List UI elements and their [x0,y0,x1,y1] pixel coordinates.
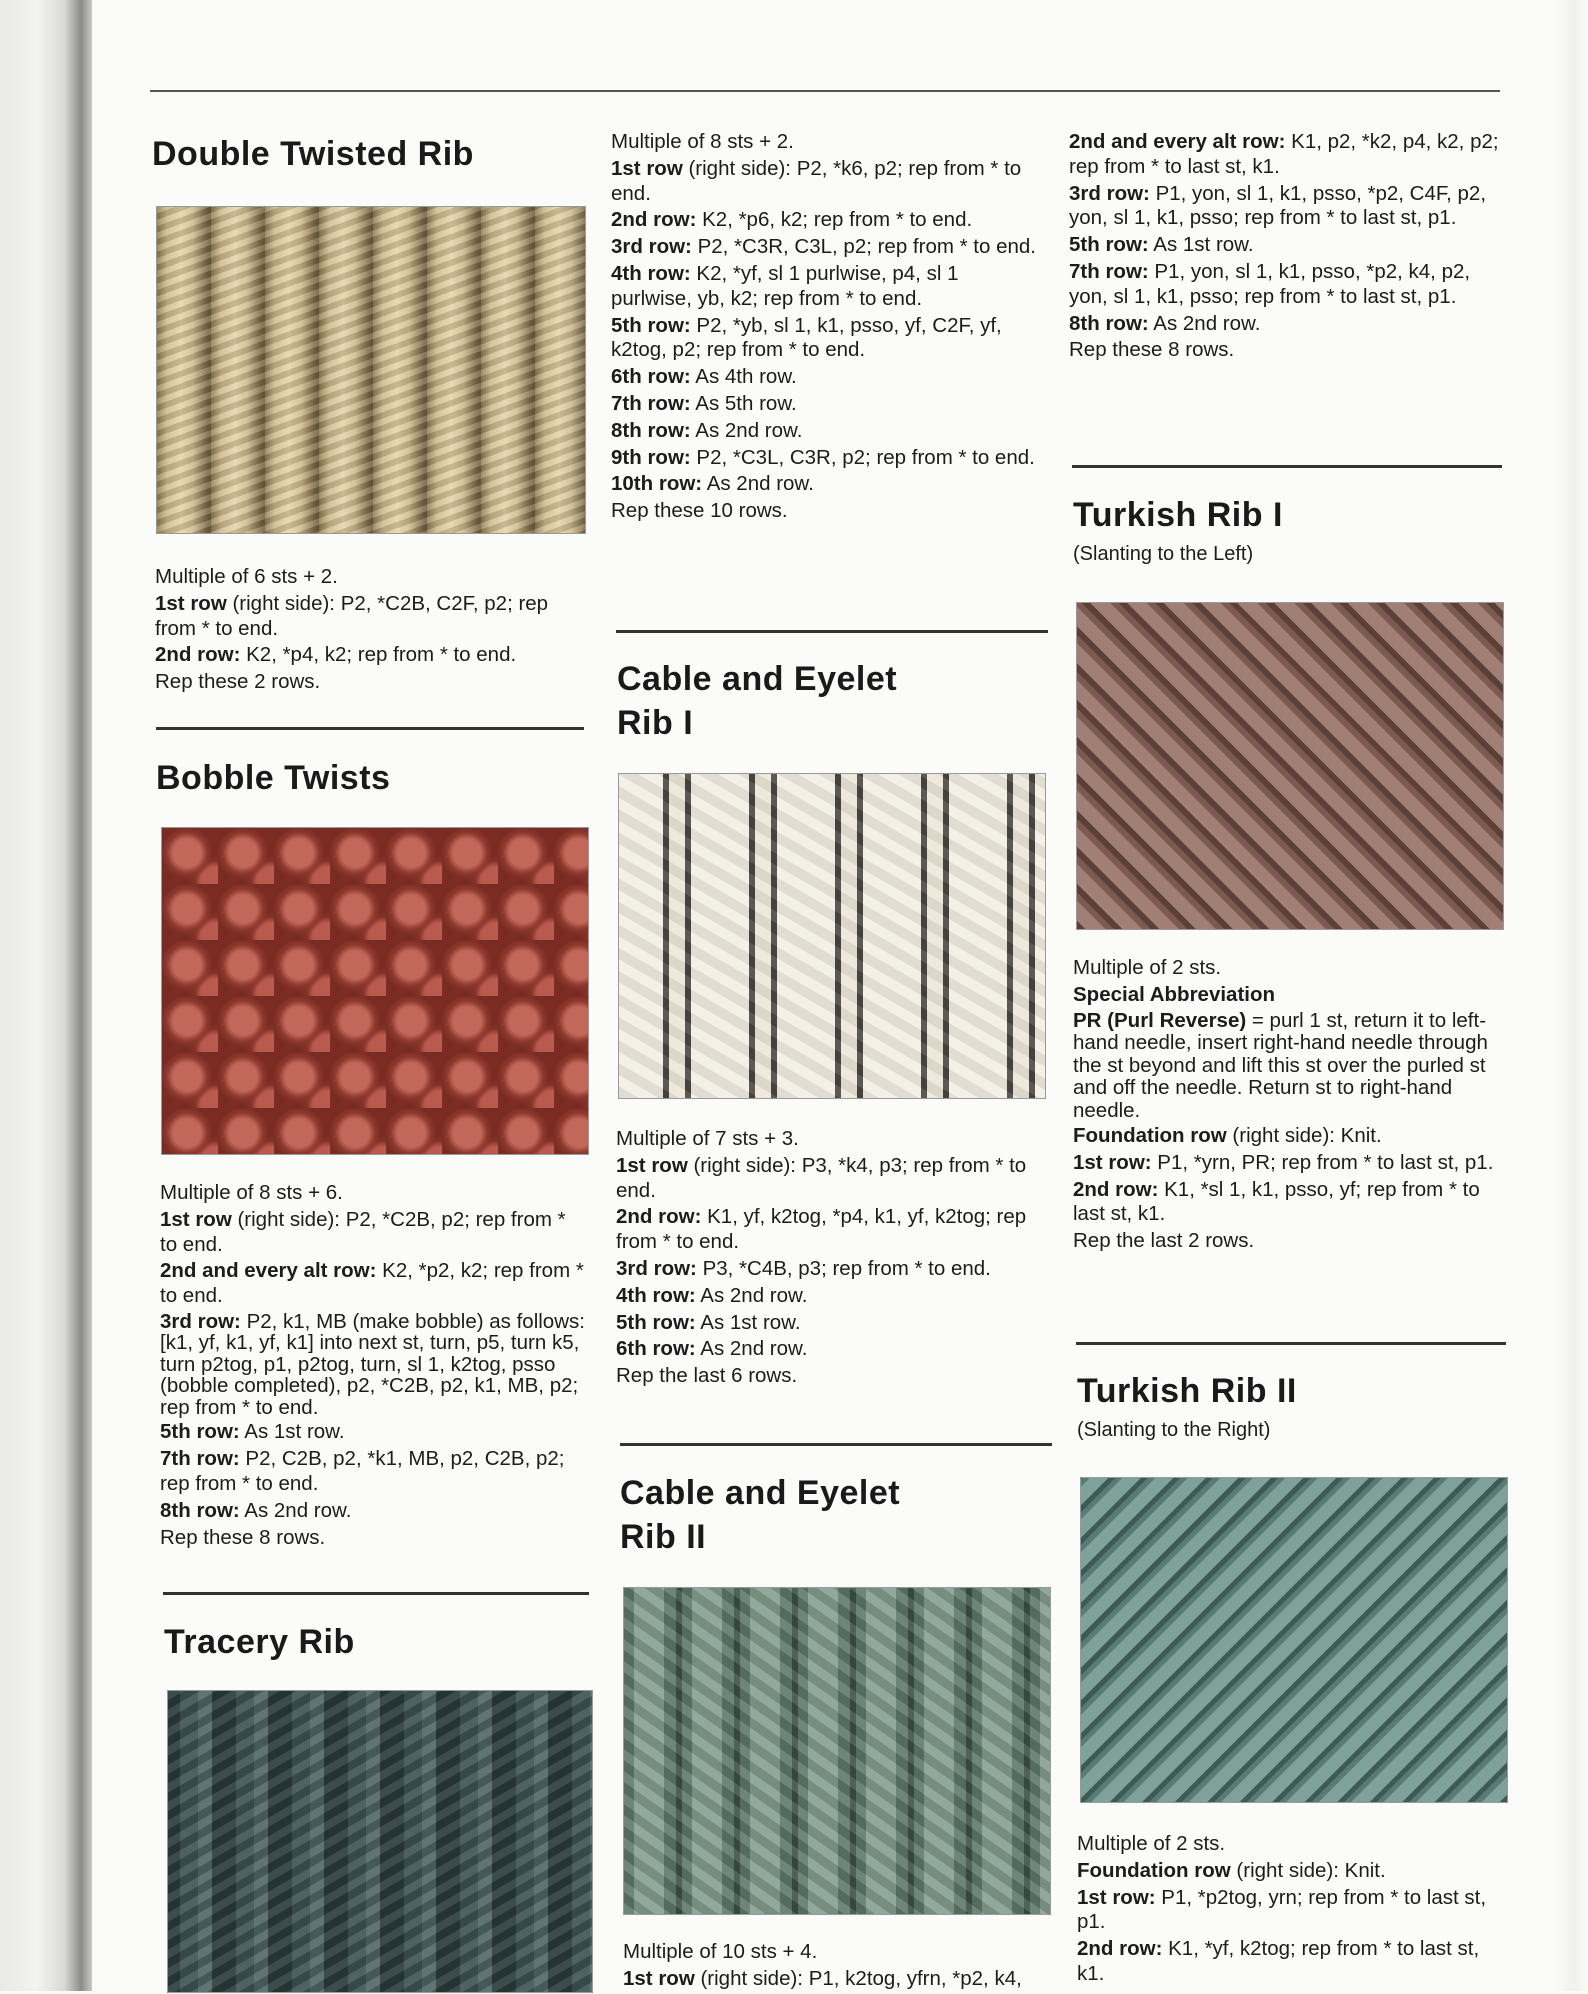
section-divider [163,1592,589,1595]
double-twisted-rib-instructions [155,565,585,697]
row-5: 5th row: As 1st row. [616,1310,801,1334]
section-divider [156,727,584,730]
turkish-rib-1-title: Turkish Rib I [1073,496,1283,534]
row-2: 2nd row: K1, *sl 1, k1, psso, yf; rep from * to last st, k1. [1073,1177,1480,1226]
repeat-text: Rep the last 2 rows. [1073,1229,1255,1253]
bobble-twists-title: Bobble Twists [156,759,391,797]
section-divider [1076,1342,1506,1345]
cable-eyelet-rib-2-title-line2: Rib II [620,1518,707,1556]
cable-eyelet-rib-1-instructions [616,1127,1048,1391]
multiple-text: Multiple of 2 sts. [1077,1832,1226,1855]
row-2: 2nd row: K1, yf, k2tog, *p4, k1, yf, k2tog; rep from * to end. [616,1205,1027,1254]
row-2: 2nd row: K2, *p6, k2; rep from * to end. [611,208,973,232]
row-5: 5th row: As 1st row. [1069,233,1254,257]
row-3: 3rd row: P2, k1, MB (make bobble) as follows: [k1, yf, k1, yf, k1] into next st, turn, p5, turn k5, turn p2tog, p1, p2tog, turn, sl 1, k2tog, psso (bobble completed), p2, *C2B, p2, k1, MB, p2; rep from * to end. [160,1309,585,1419]
row-2: 2nd and every alt row: K2, *p2, k2; rep from * to end. [160,1259,584,1308]
multiple-text: Multiple of 8 sts + 6. [160,1181,343,1204]
row-4: 4th row: K2, *yf, sl 1 purlwise, p4, sl 1 purlwise, yb, k2; rep from * to end. [611,261,959,310]
row-3: 3rd row: P2, *C3R, C3L, p2; rep from * to end. [611,235,1036,259]
turkish-rib-1-subtitle: (Slanting to the Left) [1073,543,1254,565]
section-divider [1072,465,1502,468]
row-2: 2nd and every alt row: K1, p2, *k2, p4, k2, p2; rep from * to last st, k1. [1069,130,1499,178]
row-8: 8th row: As 2nd row. [160,1498,352,1522]
row-1: 1st row (right side): P2, *k6, p2; rep from * to end. [611,156,1022,205]
multiple-text: Multiple of 8 sts + 2. [611,130,794,153]
special-abbreviation-heading: Special Abbreviation [1073,982,1276,1006]
row-5: 5th row: As 1st row. [160,1420,345,1444]
row-10: 10th row: As 2nd row. [611,472,814,496]
foundation-row: Foundation row (right side): Knit. [1073,1124,1382,1148]
section-divider [620,1443,1052,1446]
repeat-text: Rep these 8 rows. [1069,338,1235,362]
repeat-text: Rep these 10 rows. [611,499,788,523]
section-divider [616,630,1048,633]
cable-eyelet-rib-2-heading [620,1471,900,1559]
cable-eyelet-rib-2-instructions [623,1940,1055,1994]
row-5: 5th row: P2, *yb, sl 1, k1, psso, yf, C2F, yf, k2tog, p2; rep from * to end. [611,313,1002,362]
row-4: 4th row: As 2nd row. [616,1283,808,1307]
repeat-text: Rep the last 6 rows. [616,1364,798,1388]
row-1: 1st row: P1, *p2tog, yrn; rep from * to last st, p1. [1077,1885,1487,1934]
row-8: 8th row: As 2nd row. [1069,311,1261,335]
row-7: 7th row: P2, C2B, p2, *k1, MB, p2, C2B, p2; rep from * to end. [160,1447,565,1496]
double-twisted-rib-swatch [156,206,586,534]
row-3: 3rd row: P3, *C4B, p3; rep from * to end. [616,1256,991,1280]
bobble-twists-swatch [161,827,589,1155]
double-twisted-rib-title: Double Twisted Rib [152,135,474,173]
cable-eyelet-rib-1-title-line1: Cable and Eyelet [617,660,898,698]
continued-pattern-instructions [611,130,1043,526]
row-6: 6th row: As 2nd row. [616,1337,808,1361]
foundation-row: Foundation row (right side): Knit. [1077,1858,1386,1882]
repeat-text: Rep these 2 rows. [155,670,321,694]
bobble-twists-instructions [160,1181,588,1552]
multiple-text: Multiple of 2 sts. [1073,956,1222,979]
turkish-rib-2-instructions [1077,1832,1511,1989]
tracery-rib-title: Tracery Rib [164,1623,355,1661]
multiple-text: Multiple of 6 sts + 2. [155,565,338,588]
top-rule [150,90,1500,92]
turkish-rib-1-swatch [1076,602,1504,930]
row-7: 7th row: P1, yon, sl 1, k1, psso, *p2, k4, p2, yon, sl 1, k1, psso; rep from * to last st, p1. [1069,259,1471,308]
repeat-text: Rep these 8 rows. [160,1525,326,1549]
row-1: 1st row (right side): P2, *C2B, C2F, p2; rep from * to end. [155,591,549,640]
book-spine-shadow [0,0,92,1991]
cable-eyelet-rib-1-title-line2: Rib I [617,704,694,742]
cable-eyelet-rib-2-title-line1: Cable and Eyelet [620,1474,901,1512]
row-1: 1st row: P1, *yrn, PR; rep from * to last st, p1. [1073,1150,1494,1174]
purl-reverse-definition: PR (Purl Reverse) = purl 1 st, return it to left-hand needle, insert right-hand needle through the st beyond and lift this st over the purled st and off the needle. Return st to right-hand needle. [1073,1008,1488,1122]
cable-eyelet-rib-1-swatch [618,773,1046,1099]
row-2: 2nd row: K1, *yf, k2tog; rep from * to last st, k1. [1077,1937,1480,1985]
multiple-text: Multiple of 7 sts + 3. [616,1127,799,1150]
row-7: 7th row: As 5th row. [611,391,797,415]
multiple-text: Multiple of 10 sts + 4. [623,1940,818,1963]
continued-pattern-instructions-right [1069,130,1501,365]
turkish-rib-1-heading [1073,493,1503,567]
row-9: 9th row: P2, *C3L, C3R, p2; rep from * to end. [611,445,1035,469]
page-edge [1554,0,1588,1991]
tracery-rib-swatch [167,1690,593,1993]
turkish-rib-2-heading [1077,1369,1507,1443]
turkish-rib-2-subtitle: (Slanting to the Right) [1077,1419,1271,1441]
cable-eyelet-rib-2-swatch [623,1587,1051,1915]
row-8: 8th row: As 2nd row. [611,418,803,442]
turkish-rib-2-title: Turkish Rib II [1077,1372,1297,1410]
cable-eyelet-rib-1-heading [617,657,897,745]
turkish-rib-1-instructions [1073,956,1505,1256]
row-1: 1st row (right side): P1, k2tog, yfrn, *p2, k4, [623,1966,1022,1990]
row-1: 1st row (right side): P3, *k4, p3; rep from * to end. [616,1153,1027,1202]
row-1: 1st row (right side): P2, *C2B, p2; rep from * to end. [160,1207,566,1256]
turkish-rib-2-swatch [1080,1477,1508,1803]
row-6: 6th row: As 4th row. [611,365,797,389]
row-2: 2nd row: K2, *p4, k2; rep from * to end. [155,643,517,667]
row-3: 3rd row: P1, yon, sl 1, k1, psso, *p2, C4F, p2, yon, sl 1, k1, psso; rep from * to last st, p1. [1069,181,1487,230]
